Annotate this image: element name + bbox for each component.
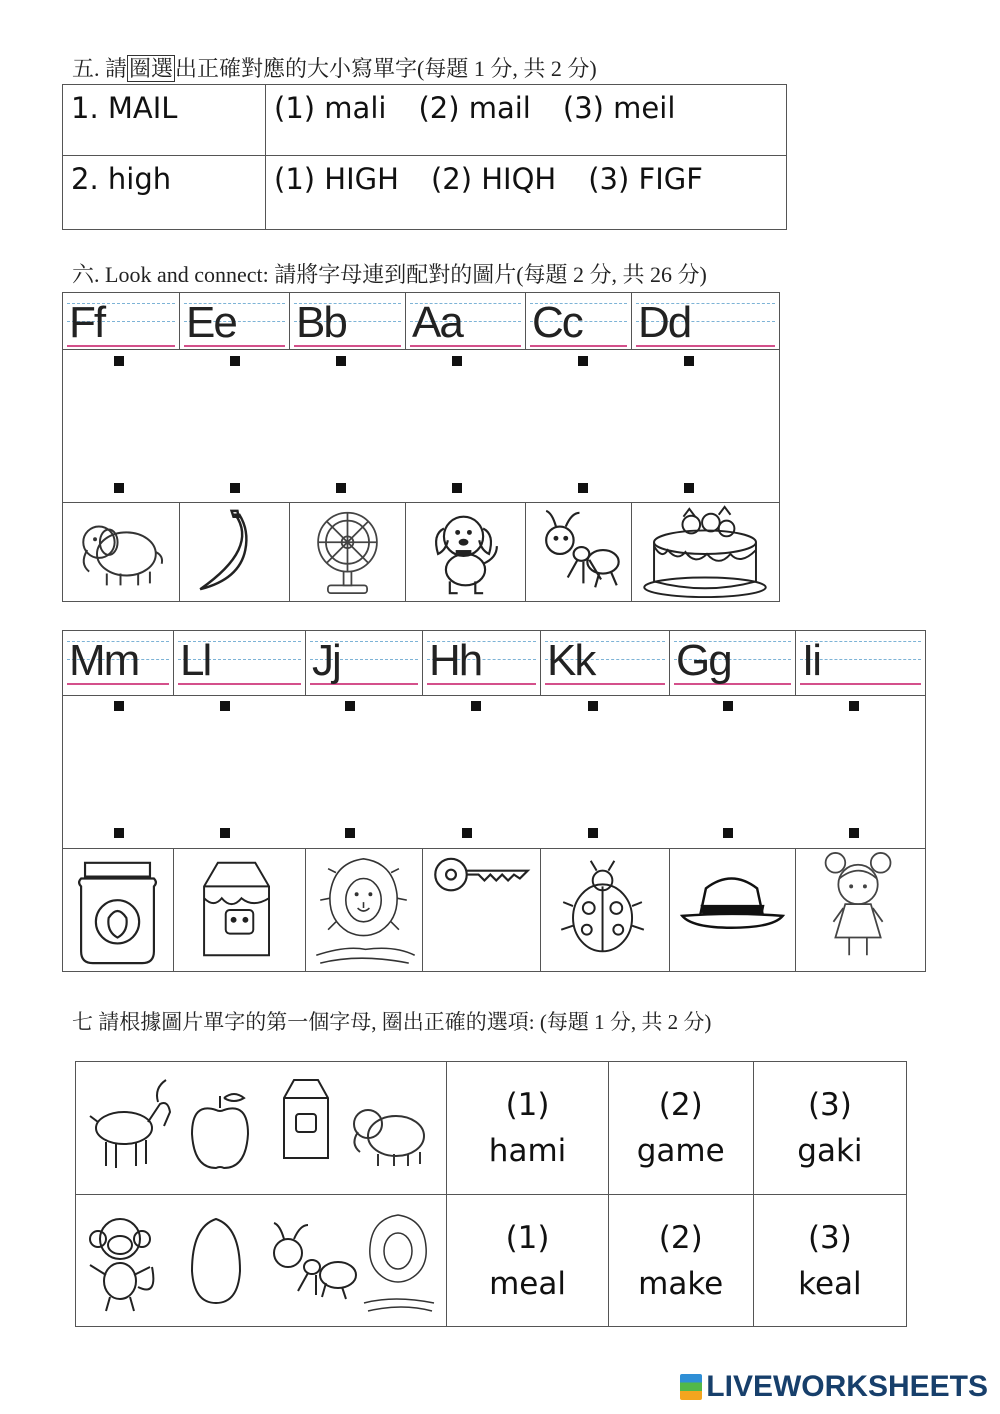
option-word: game (636, 1133, 725, 1169)
connect-dot[interactable] (336, 356, 346, 366)
letter-card: Mm (69, 636, 139, 685)
q5-word: 1. MAIL (63, 85, 266, 156)
hat-icon (670, 849, 795, 971)
connect-dot[interactable] (336, 483, 346, 493)
egg-icon (192, 1219, 240, 1303)
connect-dot[interactable] (114, 483, 124, 493)
connect-dot[interactable] (849, 828, 859, 838)
letter-card: Dd (638, 298, 691, 347)
letter-card: Hh (429, 636, 482, 685)
letter-cell (289, 292, 405, 350)
group2-letter-row (62, 630, 926, 696)
q7-option[interactable] (608, 1062, 753, 1195)
monkey-icon (90, 1219, 153, 1311)
letter-cell (62, 292, 179, 350)
letter-cell (179, 292, 289, 350)
q7-option[interactable] (447, 1195, 608, 1327)
q5-options (266, 156, 787, 230)
elephant-icon (354, 1110, 424, 1166)
letter-cell (669, 630, 795, 696)
ant-icon (274, 1223, 356, 1299)
section5-table (62, 84, 787, 230)
ladybug-icon (541, 849, 669, 971)
apple-icon (192, 1094, 248, 1168)
cake-icon (632, 503, 779, 601)
letter-cell (305, 630, 422, 696)
q7-option[interactable] (753, 1195, 906, 1327)
picture-cell (62, 502, 179, 602)
lion-icon (306, 849, 422, 971)
section6-heading: 六. Look and connect: 請將字母連到配對的圖片(每題 2 分, 共 26 分) (72, 262, 707, 287)
connect-dot[interactable] (114, 356, 124, 366)
letter-card: Jj (312, 636, 340, 685)
q5-option[interactable]: (2) mail (418, 91, 531, 125)
connect-dot[interactable] (723, 828, 733, 838)
option-number: (2) (658, 1087, 703, 1123)
letter-cell (422, 630, 540, 696)
goat-icon (90, 1080, 170, 1168)
milk-icon (174, 849, 305, 971)
connect-dot[interactable] (578, 483, 588, 493)
group2-picture-row (62, 848, 926, 972)
option-number: (2) (658, 1219, 703, 1256)
group2-connect-area[interactable] (62, 696, 926, 848)
connect-dot[interactable] (588, 701, 598, 711)
connect-dot[interactable] (452, 356, 462, 366)
option-word: keal (798, 1265, 862, 1302)
option-word: make (638, 1265, 724, 1302)
connect-dot[interactable] (230, 483, 240, 493)
option-word: meal (489, 1265, 566, 1302)
connect-dot[interactable] (230, 356, 240, 366)
connect-dot[interactable] (114, 701, 124, 711)
letter-card: Cc (532, 298, 582, 347)
milk-icon (284, 1080, 328, 1158)
connect-dot[interactable] (723, 701, 733, 711)
ant-icon (526, 503, 631, 601)
letter-card: Ee (186, 298, 236, 347)
picture-cell (631, 502, 780, 602)
letter-cell (173, 630, 305, 696)
letter-cell (62, 630, 173, 696)
letter-card: Ll (180, 636, 211, 685)
q5-options (266, 85, 787, 156)
lion-icon (364, 1215, 434, 1311)
letter-cell (540, 630, 669, 696)
connect-dot[interactable] (849, 701, 859, 711)
picture-cell (289, 502, 405, 602)
picture-cell (540, 848, 669, 972)
option-number: (3) (807, 1219, 852, 1256)
section5-heading-prefix: 五. 請 (72, 56, 128, 81)
picture-cell (62, 848, 173, 972)
section5-heading (72, 52, 597, 83)
liveworksheets-logo[interactable] (680, 1370, 988, 1404)
q5-word: 2. high (63, 156, 266, 230)
connect-dot[interactable] (588, 828, 598, 838)
group1-letter-row (62, 292, 780, 350)
picture-cell (305, 848, 422, 972)
picture-cell (669, 848, 795, 972)
section7-table (75, 1061, 907, 1327)
option-word: hami (488, 1133, 567, 1169)
section5-heading-boxed: 圈選 (129, 56, 174, 81)
group1-connect-area[interactable] (62, 350, 780, 502)
connect-dot[interactable] (345, 828, 355, 838)
letter-card: Kk (547, 636, 595, 685)
picture-cell (173, 848, 305, 972)
connect-dot[interactable] (462, 828, 472, 838)
q7-pictures (76, 1062, 447, 1195)
elephant-icon (63, 503, 179, 601)
connect-dot[interactable] (220, 701, 230, 711)
option-number: (3) (807, 1087, 852, 1123)
connect-dot[interactable] (220, 828, 230, 838)
option-word: gaki (797, 1133, 863, 1169)
q7-option[interactable] (447, 1062, 608, 1195)
group1-picture-row (62, 502, 780, 602)
picture-cell (405, 502, 525, 602)
connect-dot[interactable] (471, 701, 481, 711)
dog-icon (406, 503, 525, 601)
q7-option[interactable] (608, 1195, 753, 1327)
connect-dot[interactable] (452, 483, 462, 493)
letter-card: Bb (296, 298, 346, 347)
option-number: (1) (505, 1087, 550, 1123)
fan-icon (290, 503, 405, 601)
banana-icon (180, 503, 289, 601)
connect-dot[interactable] (114, 828, 124, 838)
logo-mark-icon (680, 1374, 702, 1400)
q5-option[interactable]: (1) HIGH (274, 162, 399, 196)
picture-cell (795, 848, 926, 972)
section7-heading: 七 請根據圖片單字的第一個字母, 圈出正確的選項: (每題 1 分, 共 2 分) (72, 1010, 712, 1034)
q7-pictures (76, 1195, 447, 1327)
option-number: (1) (505, 1219, 550, 1256)
q5-option[interactable]: (2) HIQH (430, 162, 557, 196)
picture-cell (179, 502, 289, 602)
q5-option[interactable]: (1) mali (274, 91, 387, 125)
letter-card: Aa (412, 298, 462, 347)
key-icon (423, 849, 540, 971)
letter-cell (405, 292, 525, 350)
logo-text: LIVEWORKSHEETS (706, 1370, 988, 1403)
picture-cell (422, 848, 540, 972)
letter-card: Ff (69, 298, 105, 347)
letter-cell (525, 292, 631, 350)
connect-dot[interactable] (684, 483, 694, 493)
section5-heading-suffix: 出正確對應的大小寫單字(每題 1 分, 共 2 分) (175, 56, 597, 81)
picture-cell (525, 502, 631, 602)
q5-option[interactable]: (3) FIGF (588, 162, 703, 196)
letter-card: Ii (802, 636, 820, 685)
letter-cell (795, 630, 926, 696)
jam-icon (63, 849, 173, 971)
connect-dot[interactable] (684, 356, 694, 366)
connect-dot[interactable] (345, 701, 355, 711)
girl-icon (796, 849, 925, 971)
q7-option[interactable] (753, 1062, 906, 1195)
connect-dot[interactable] (578, 356, 588, 366)
q5-option[interactable]: (3) meil (562, 91, 676, 125)
letter-cell (631, 292, 780, 350)
letter-card: Gg (676, 636, 731, 685)
